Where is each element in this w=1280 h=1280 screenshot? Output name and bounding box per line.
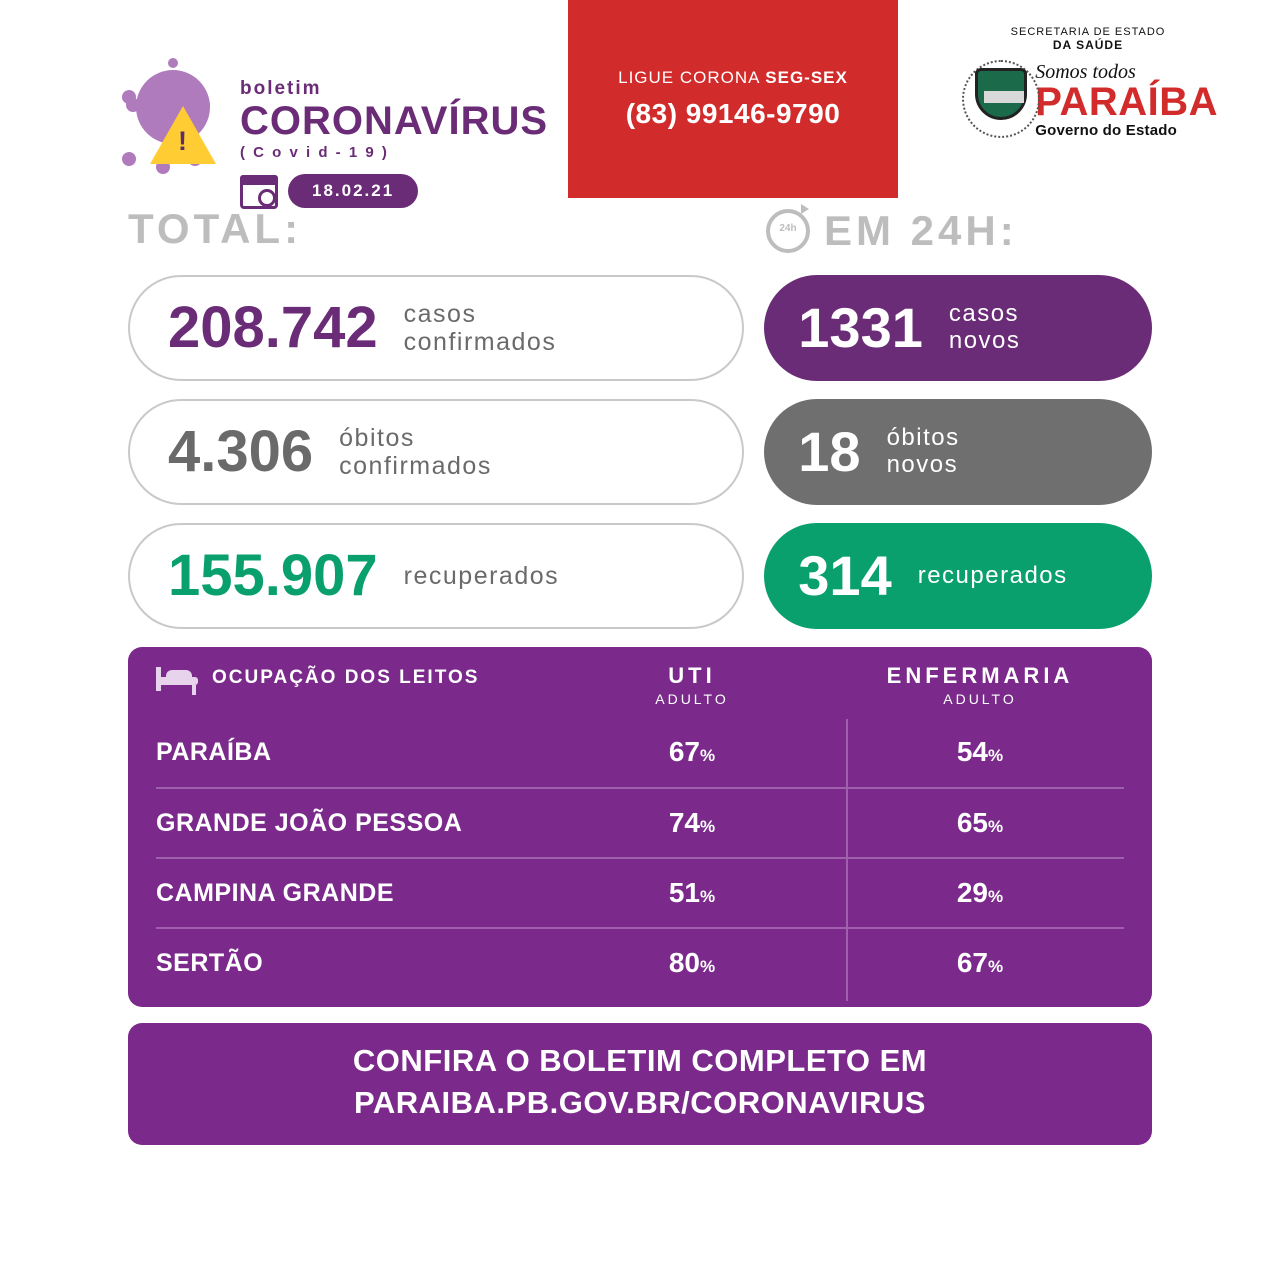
header xyxy=(0,0,1280,205)
virus-icon xyxy=(128,62,228,172)
hotline-days: SEG-SEX xyxy=(765,68,848,87)
column-header-uti: UTI xyxy=(668,663,716,688)
total-cases-label xyxy=(404,300,557,356)
clock-24h-label: 24h xyxy=(779,223,797,234)
brand-block xyxy=(128,62,548,211)
hospital-bed-icon xyxy=(156,663,200,693)
section-titles xyxy=(0,205,1280,275)
row-enfermaria-value: 65 xyxy=(956,807,989,838)
hotline-phone: (83) 99146-9790 xyxy=(625,98,841,129)
table-row xyxy=(156,927,1124,997)
government-logo xyxy=(958,26,1218,142)
table-title: OCUPAÇÃO DOS LEITOS xyxy=(212,667,480,688)
row-enfermaria-value: 67 xyxy=(956,947,989,978)
total-cases-label-l1: casos xyxy=(403,300,477,328)
column-subheader-enfermaria: ADULTO xyxy=(943,691,1017,707)
percent-sign: % xyxy=(988,817,1004,836)
percent-sign: % xyxy=(988,957,1004,976)
covid-subtitle: ( C o v i d - 1 9 ) xyxy=(240,144,389,161)
card-total-confirmed-cases xyxy=(128,275,744,381)
row-enfermaria-value: 29 xyxy=(956,877,989,908)
percent-sign: % xyxy=(700,887,716,906)
footer-banner xyxy=(128,1023,1152,1145)
row-region: PARAÍBA xyxy=(156,737,272,766)
hotline-box xyxy=(568,0,898,198)
row-region: GRANDE JOÃO PESSOA xyxy=(156,808,463,837)
row-uti-value: 80 xyxy=(668,947,701,978)
row-region: CAMPINA GRANDE xyxy=(156,878,395,907)
hotline-label xyxy=(618,68,848,88)
table-row xyxy=(156,787,1124,857)
clock-24h-icon xyxy=(766,209,810,253)
card-total-confirmed-deaths xyxy=(128,399,744,505)
beds-occupancy-table xyxy=(128,647,1152,1007)
coat-of-arms-icon xyxy=(958,58,1029,142)
hotline-label-text: LIGUE CORONA xyxy=(618,68,766,87)
new-deaths-label-l2: novos xyxy=(886,451,959,478)
page-title: CORONAVÍRUS xyxy=(240,99,549,143)
new-recovered-label: recuperados xyxy=(917,561,1068,589)
stat-row-deaths xyxy=(128,399,1152,505)
percent-sign: % xyxy=(700,957,716,976)
total-recovered-value: 155.907 xyxy=(168,543,378,608)
em24h-section-title: EM 24H: xyxy=(824,207,1018,254)
boletim-label: boletim xyxy=(240,78,322,99)
percent-sign: % xyxy=(988,746,1004,765)
new-deaths-value: 18 xyxy=(798,420,861,483)
bulletin-date: 18.02.21 xyxy=(288,174,418,208)
gov-saude: DA SAÚDE xyxy=(1052,38,1124,52)
total-cases-value: 208.742 xyxy=(168,295,378,360)
row-uti-value: 74 xyxy=(668,807,701,838)
table-row xyxy=(156,857,1124,927)
total-recovered-label: recuperados xyxy=(403,562,560,590)
footer-url[interactable]: PARAIBA.PB.GOV.BR/CORONAVIRUS xyxy=(354,1085,926,1120)
new-cases-value: 1331 xyxy=(798,296,923,359)
column-subheader-uti: ADULTO xyxy=(655,691,729,707)
row-uti-value: 67 xyxy=(668,736,701,767)
row-uti-value: 51 xyxy=(668,877,701,908)
gov-secretaria: SECRETARIA DE ESTADO xyxy=(1010,26,1166,38)
new-deaths-label-l1: óbitos xyxy=(886,424,960,452)
gov-paraiba: PARAÍBA xyxy=(1035,79,1218,124)
card-total-recovered xyxy=(128,523,744,629)
stat-row-cases xyxy=(128,275,1152,381)
total-deaths-value: 4.306 xyxy=(168,419,314,484)
new-recovered-value: 314 xyxy=(798,544,892,607)
stat-row-recovered xyxy=(128,523,1152,629)
total-deaths-label xyxy=(339,424,492,480)
table-header xyxy=(156,663,1124,717)
stats-grid xyxy=(0,275,1280,629)
total-section-title: TOTAL: xyxy=(128,205,303,252)
new-cases-label xyxy=(949,301,1021,355)
gov-governo-estado: Governo do Estado xyxy=(1035,121,1177,139)
warning-exclamation: ! xyxy=(178,126,187,156)
footer-line-1: CONFIRA O BOLETIM COMPLETO EM xyxy=(352,1043,928,1078)
row-region: SERTÃO xyxy=(156,948,264,977)
new-cases-label-l1: casos xyxy=(948,300,1020,328)
row-enfermaria-value: 54 xyxy=(956,736,989,767)
table-row xyxy=(156,717,1124,787)
card-new-deaths-24h xyxy=(764,399,1152,505)
card-new-recovered-24h xyxy=(764,523,1152,629)
new-cases-label-l2: novos xyxy=(948,327,1021,354)
total-deaths-label-l2: confirmados xyxy=(339,452,492,480)
total-cases-label-l2: confirmados xyxy=(403,328,557,356)
new-deaths-label xyxy=(887,425,960,479)
gov-somos-todos: Somos todos xyxy=(1035,60,1136,83)
percent-sign: % xyxy=(988,887,1004,906)
column-header-enfermaria: ENFERMARIA xyxy=(886,663,1074,688)
total-deaths-label-l1: óbitos xyxy=(339,424,415,452)
percent-sign: % xyxy=(700,817,716,836)
card-new-cases-24h xyxy=(764,275,1152,381)
percent-sign: % xyxy=(700,746,716,765)
